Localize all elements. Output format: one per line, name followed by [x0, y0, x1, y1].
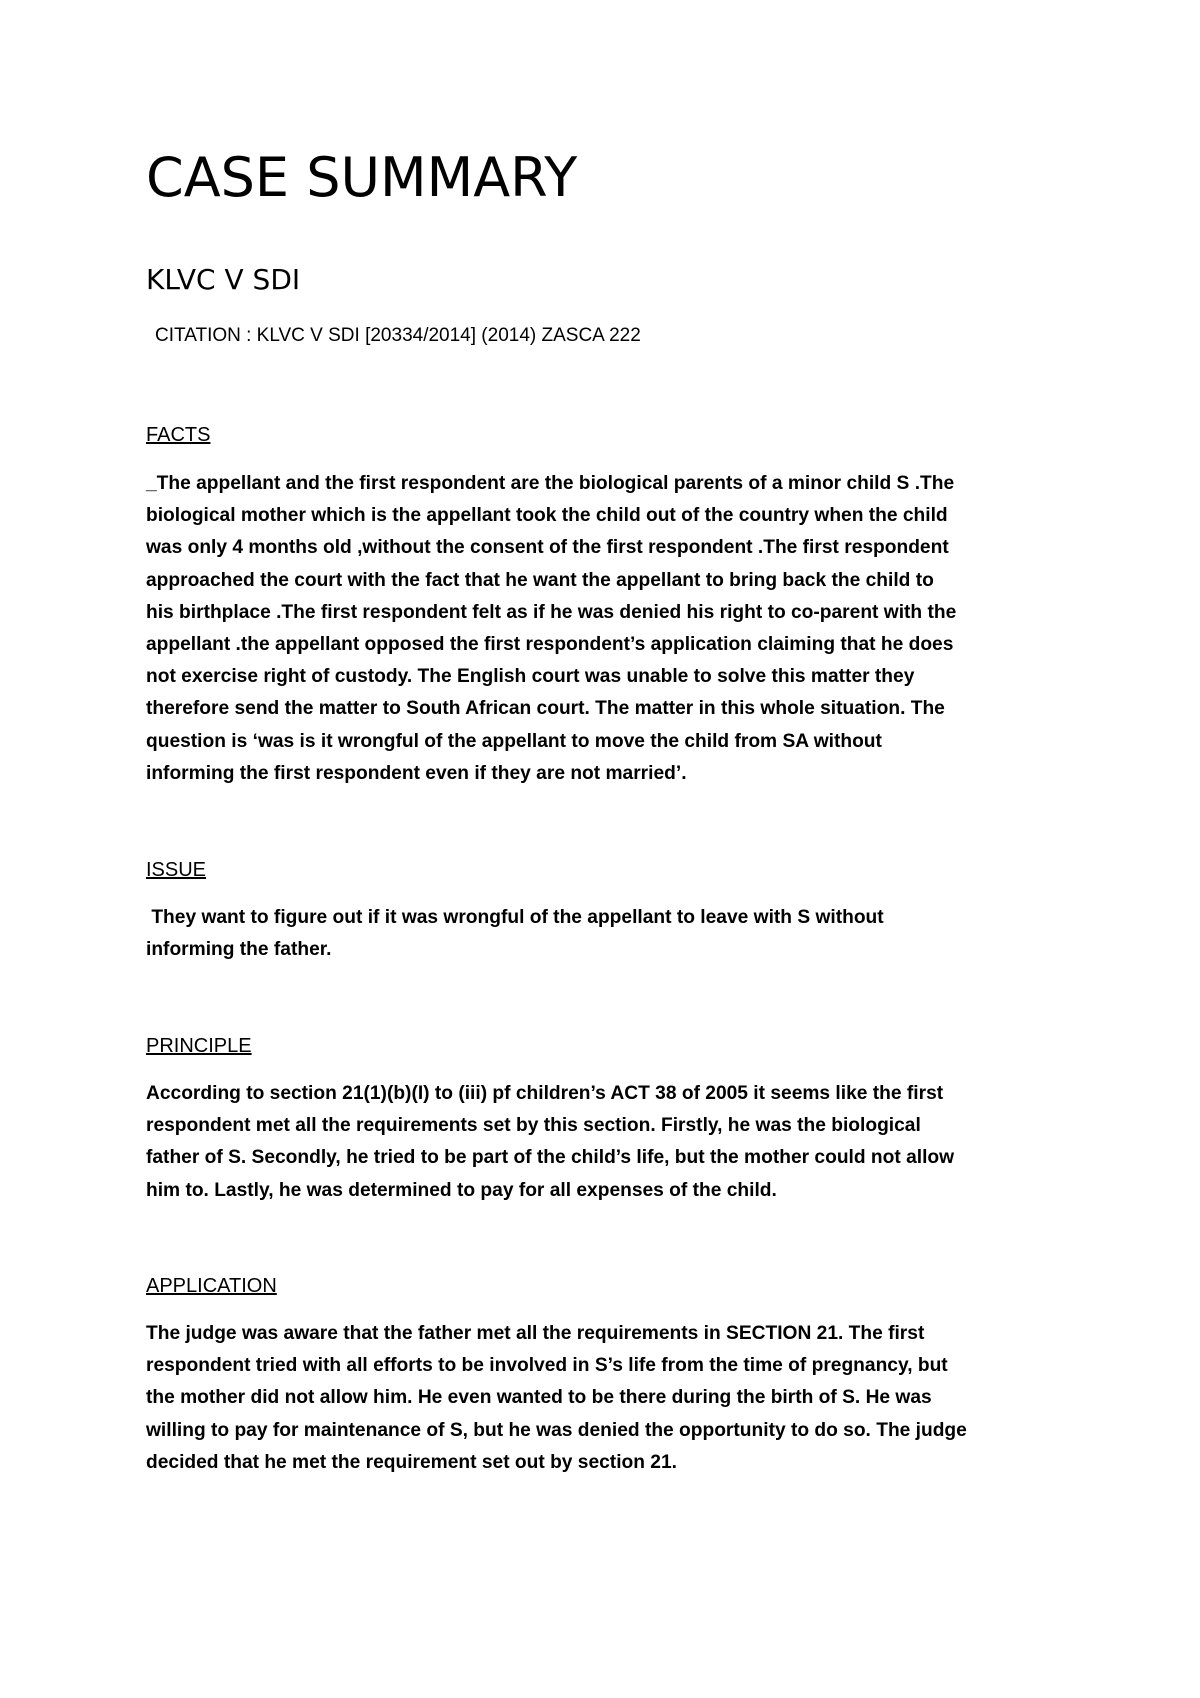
document-title: CASE SUMMARY	[146, 146, 578, 209]
case-name: KLVC V SDI	[146, 263, 301, 296]
facts-paragraph	[146, 468, 1076, 790]
principle-line: respondent met all the requirements set by this section. Firstly, he was the biological	[146, 1115, 921, 1137]
facts-line: question is ‘was is it wrongful of the appellant to move the child from SA without	[146, 730, 882, 752]
facts-line: approached the court with the fact that he want the appellant to bring back the child to	[146, 569, 934, 591]
principle-heading: PRINCIPLE	[146, 1035, 252, 1057]
facts-line: was only 4 months old ,without the consent of the first respondent .The first respondent	[146, 537, 949, 559]
issue-line: informing the father.	[146, 939, 332, 961]
facts-line: _The appellant and the first respondent are the biological parents of a minor child S .The	[146, 473, 955, 494]
facts-line: his birthplace .The first respondent felt as if he was denied his right to co-parent with the	[146, 601, 957, 623]
facts-line: biological mother which is the appellant took the child out of the country when the child	[146, 505, 948, 527]
application-line: willing to pay for maintenance of S, but he was denied the opportunity to do so. The judge	[146, 1419, 967, 1441]
principle-line: According to section 21(1)(b)(I) to (iii) pf children’s ACT 38 of 2005 it seems like the first	[146, 1083, 944, 1104]
facts-line: informing the first respondent even if they are not married’.	[146, 762, 687, 784]
issue-paragraph	[146, 902, 1076, 966]
facts-line: not exercise right of custody. The English court was unable to solve this matter they	[146, 666, 915, 688]
principle-line: father of S. Secondly, he tried to be part of the child’s life, but the mother could not allow	[146, 1147, 955, 1169]
principle-line: him to. Lastly, he was determined to pay for all expenses of the child.	[146, 1179, 777, 1201]
application-line: the mother did not allow him. He even wanted to be there during the birth of S. He was	[146, 1387, 932, 1409]
application-line: decided that he met the requirement set out by section 21.	[146, 1451, 677, 1473]
citation: CITATION : KLVC V SDI [20334/2014] (2014) ZASCA 222	[155, 325, 641, 346]
issue-line: They want to figure out if it was wrongful of the appellant to leave with S without	[146, 907, 884, 928]
facts-heading: FACTS	[146, 424, 211, 446]
issue-heading: ISSUE	[146, 859, 207, 881]
facts-line: therefore send the matter to South African court. The matter in this whole situation. The	[146, 698, 945, 720]
application-paragraph	[146, 1318, 1076, 1479]
principle-paragraph	[146, 1078, 1076, 1207]
application-line: respondent tried with all efforts to be involved in S’s life from the time of pregnancy, but	[146, 1355, 948, 1377]
facts-line: appellant .the appellant opposed the first respondent’s application claiming that he does	[146, 634, 954, 656]
application-heading: APPLICATION	[146, 1275, 277, 1297]
application-line: The judge was aware that the father met all the requirements in SECTION 21. The first	[146, 1323, 925, 1344]
